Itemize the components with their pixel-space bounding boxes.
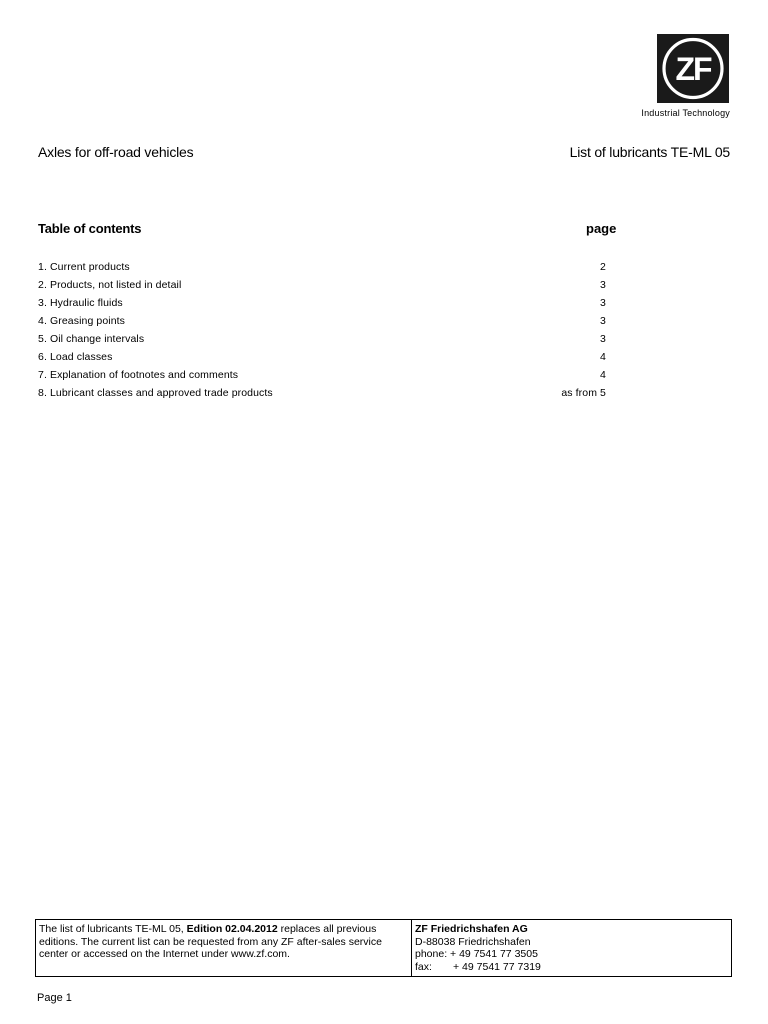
toc-item-label: 7. Explanation of footnotes and comments [38,369,239,381]
toc-item [38,260,606,278]
toc-item-page: 3 [600,279,606,291]
zf-logo-icon [657,34,729,103]
edition-notice-text: The list of lubricants TE-ML 05, [39,923,187,935]
toc-heading: Table of contents [38,221,142,236]
toc-item-page: 3 [600,333,606,345]
toc-item-label: 5. Oil change intervals [38,333,145,345]
toc-item-page: as from 5 [561,387,606,399]
document-code-title: List of lubricants TE-ML 05 [569,144,730,160]
toc-list [38,260,606,404]
toc-item [38,368,606,386]
page-number: Page 1 [37,992,72,1004]
fax-number: + 49 7541 77 7319 [453,960,541,973]
company-name: ZF Friedrichshafen AG [415,923,528,935]
company-contact [412,920,731,976]
toc-item [38,386,606,404]
toc-item-label: 3. Hydraulic fluids [38,297,123,309]
fax-row [415,961,728,974]
toc-item-page: 4 [600,351,606,363]
toc-item-label: 4. Greasing points [38,315,126,327]
toc-item-label: 8. Lubricant classes and approved trade products [38,387,273,399]
edition-notice [36,920,412,976]
phone-row [415,948,728,961]
toc-item-page: 2 [600,261,606,273]
logo-text: ZF [675,51,711,87]
zf-logo [657,34,729,103]
toc-item [38,296,606,314]
toc-item [38,278,606,296]
toc-item-label: 1. Current products [38,261,130,273]
edition-notice-text-continued: replaces all previous editions. The current list can be requested from any ZF after-sales service center or accessed on the Internet under www.zf.com. [39,923,382,960]
toc-item-page: 3 [600,297,606,309]
edition-date: Edition 02.04.2012 [186,923,278,935]
company-address: D-88038 Friedrichshafen [415,935,531,948]
document-title: Axles for off-road vehicles [38,144,194,160]
phone-label: phone: [415,948,448,960]
brand-subtitle: Industrial Technology [641,108,730,118]
fax-label: fax: [415,960,432,973]
toc-item-label: 2. Products, not listed in detail [38,279,182,291]
toc-item [38,350,606,368]
toc-item-page: 3 [600,315,606,327]
phone-number: + 49 7541 77 3505 [450,948,538,960]
toc-item [38,314,606,332]
toc-page-heading: page [586,221,617,236]
toc-item-label: 6. Load classes [38,351,113,363]
footer-box [35,919,732,977]
toc-item-page: 4 [600,369,606,381]
toc-item [38,332,606,350]
